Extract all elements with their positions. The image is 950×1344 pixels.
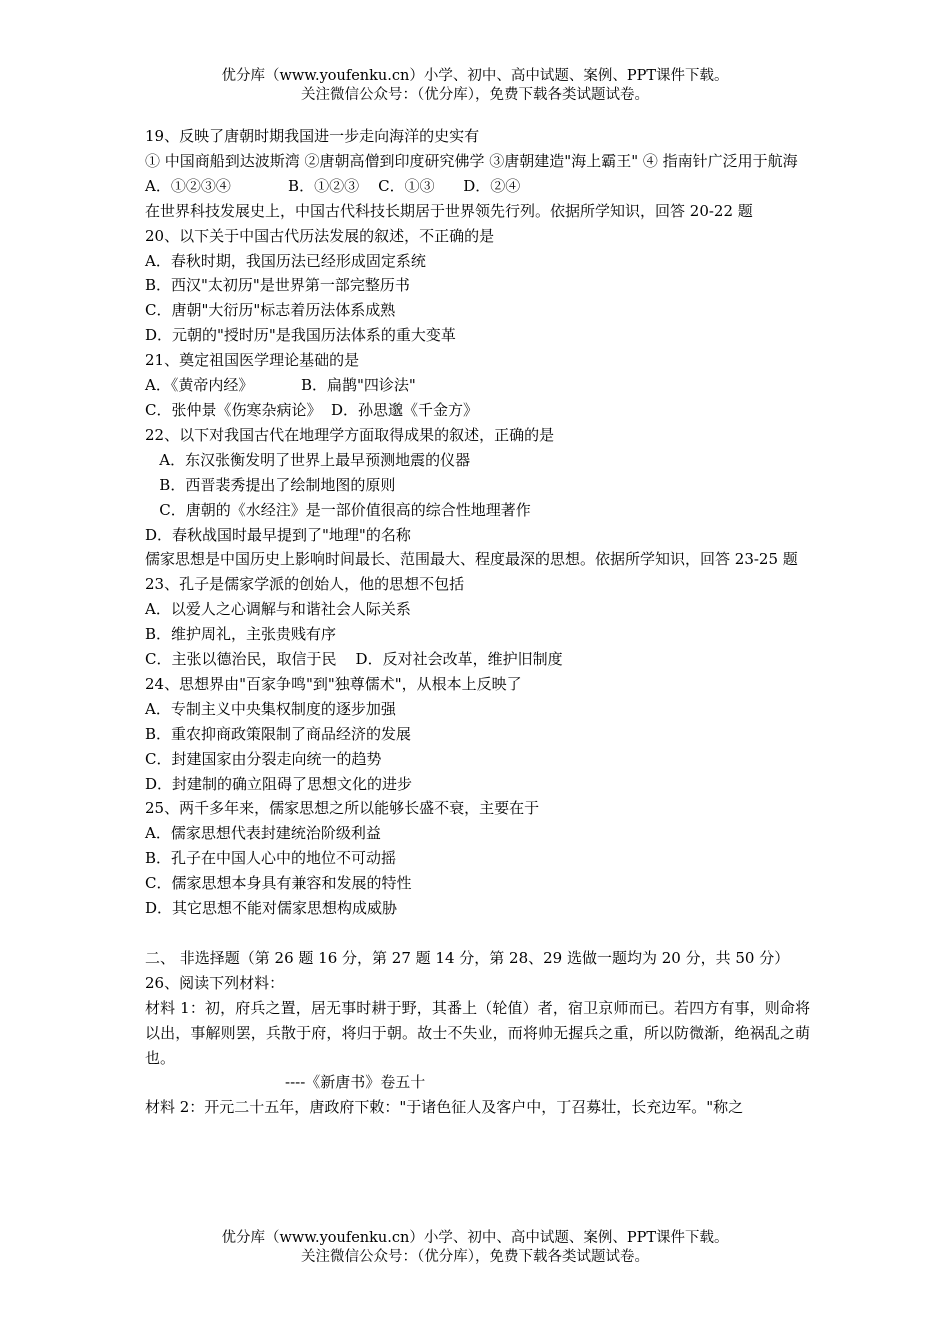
section-2-heading: 二、 非选择题（第 26 题 16 分，第 27 题 14 分，第 28、29 选做一题均为 20 分，共 50 分）	[145, 948, 790, 967]
question-24-stem: 24、思想界由"百家争鸣"到"独尊儒术"，从根本上反映了	[145, 674, 522, 693]
question-25-option-b: B．孔子在中国人心中的地位不可动摇	[145, 849, 397, 868]
question-22-option-c: C．唐朝的《水经注》是一部价值很高的综合性地理著作	[145, 500, 531, 519]
question-26-material-1: 材料 1：初，府兵之置，居无事时耕于野，其番上（轮值）者，宿卫京师而已。若四方有事，则命将以出，事解则罢，兵散于府，将归于朝。故士不失业，而将帅无握兵之重，所以防微渐，绝祸乱之萌也。	[145, 998, 810, 1067]
question-22-option-d: D．春秋战国时最早提到了"地理"的名称	[145, 525, 411, 544]
page-header	[0, 67, 950, 105]
question-21-stem: 21、奠定祖国医学理论基础的是	[145, 351, 360, 370]
question-26-material-2: 材料 2：开元二十五年，唐政府下敕："于诸色征人及客户中，丁召募壮，长充边军。"称之	[145, 1098, 744, 1117]
question-23-option-a: A．以爱人之心调解与和谐社会人际关系	[145, 600, 411, 619]
header-line-1: 优分库（www.youfenku.cn）小学、初中、高中试题、案例、PPT课件下载。	[221, 68, 729, 84]
question-19-items: ① 中国商船到达波斯湾 ②唐朝高僧到印度研究佛学 ③唐朝建造"海上霸王" ④ 指南针广泛用于航海	[145, 151, 798, 170]
question-22-option-b: B．西晋裴秀提出了绘制地图的原则	[145, 475, 396, 494]
question-19-stem: 19、反映了唐朝时期我国进一步走向海洋的史实有	[145, 127, 480, 145]
question-24-option-a: A．专制主义中央集权制度的逐步加强	[145, 699, 396, 718]
exam-content	[145, 124, 810, 1120]
question-19-options: A．①②③④ B．①②③ C．①③ D．②④	[145, 176, 521, 195]
question-26-stem: 26、阅读下列材料：	[145, 973, 285, 992]
question-23-option-b: B．维护周礼，主张贵贱有序	[145, 625, 337, 644]
question-25-stem: 25、两千多年来，儒家思想之所以能够长盛不衰，主要在于	[145, 799, 540, 818]
question-20-option-b: B．西汉"太初历"是世界第一部完整历书	[145, 276, 410, 295]
question-21-options-cd: C．张仲景《伤寒杂病论》 D．孙思邈《千金方》	[145, 400, 479, 419]
question-22-stem: 22、以下对我国古代在地理学方面取得成果的叙述，正确的是	[145, 425, 555, 444]
blank-line	[145, 921, 810, 946]
question-24-option-c: C．封建国家由分裂走向统一的趋势	[145, 749, 382, 768]
question-24-option-b: B．重农抑商政策限制了商品经济的发展	[145, 724, 412, 743]
footer-line-1: 优分库（www.youfenku.cn）小学、初中、高中试题、案例、PPT课件下载。	[221, 1230, 729, 1246]
question-25-option-c: C．儒家思想本身具有兼容和发展的特性	[145, 874, 412, 893]
question-20-stem: 20、以下关于中国古代历法发展的叙述，不正确的是	[145, 226, 495, 245]
header-line-2: 关注微信公众号：（优分库），免费下载各类试题试卷。	[301, 87, 649, 103]
question-25-option-a: A．儒家思想代表封建统治阶级利益	[145, 824, 381, 843]
question-26-material-1-source: ----《新唐书》卷五十	[285, 1073, 426, 1092]
question-23-options-cd: C．主张以德治民，取信于民 D．反对社会改革，维护旧制度	[145, 650, 563, 669]
page-footer	[0, 1229, 950, 1267]
question-20-option-c: C．唐朝"大衍历"标志着历法体系成熟	[145, 301, 396, 320]
footer-line-2: 关注微信公众号：（优分库），免费下载各类试题试卷。	[301, 1249, 649, 1265]
question-21-options-ab: A．《黄帝内经》 B．扁鹊"四诊法"	[145, 376, 416, 395]
question-22-option-a: A．东汉张衡发明了世界上最早预测地震的仪器	[145, 450, 471, 469]
section-intro-20-22: 在世界科技发展史上，中国古代科技长期居于世界领先行列。依据所学知识，回答 20-22 题	[145, 201, 753, 220]
question-24-option-d: D．封建制的确立阻碍了思想文化的进步	[145, 774, 413, 793]
question-23-stem: 23、孔子是儒家学派的创始人，他的思想不包括	[145, 575, 465, 594]
question-20-option-a: A．春秋时期，我国历法已经形成固定系统	[145, 251, 426, 270]
section-intro-23-25: 儒家思想是中国历史上影响时间最长、范围最大、程度最深的思想。依据所学知识，回答 23-25 题	[145, 550, 798, 569]
question-25-option-d: D．其它思想不能对儒家思想构成威胁	[145, 899, 398, 918]
question-20-option-d: D．元朝的"授时历"是我国历法体系的重大变革	[145, 326, 456, 345]
